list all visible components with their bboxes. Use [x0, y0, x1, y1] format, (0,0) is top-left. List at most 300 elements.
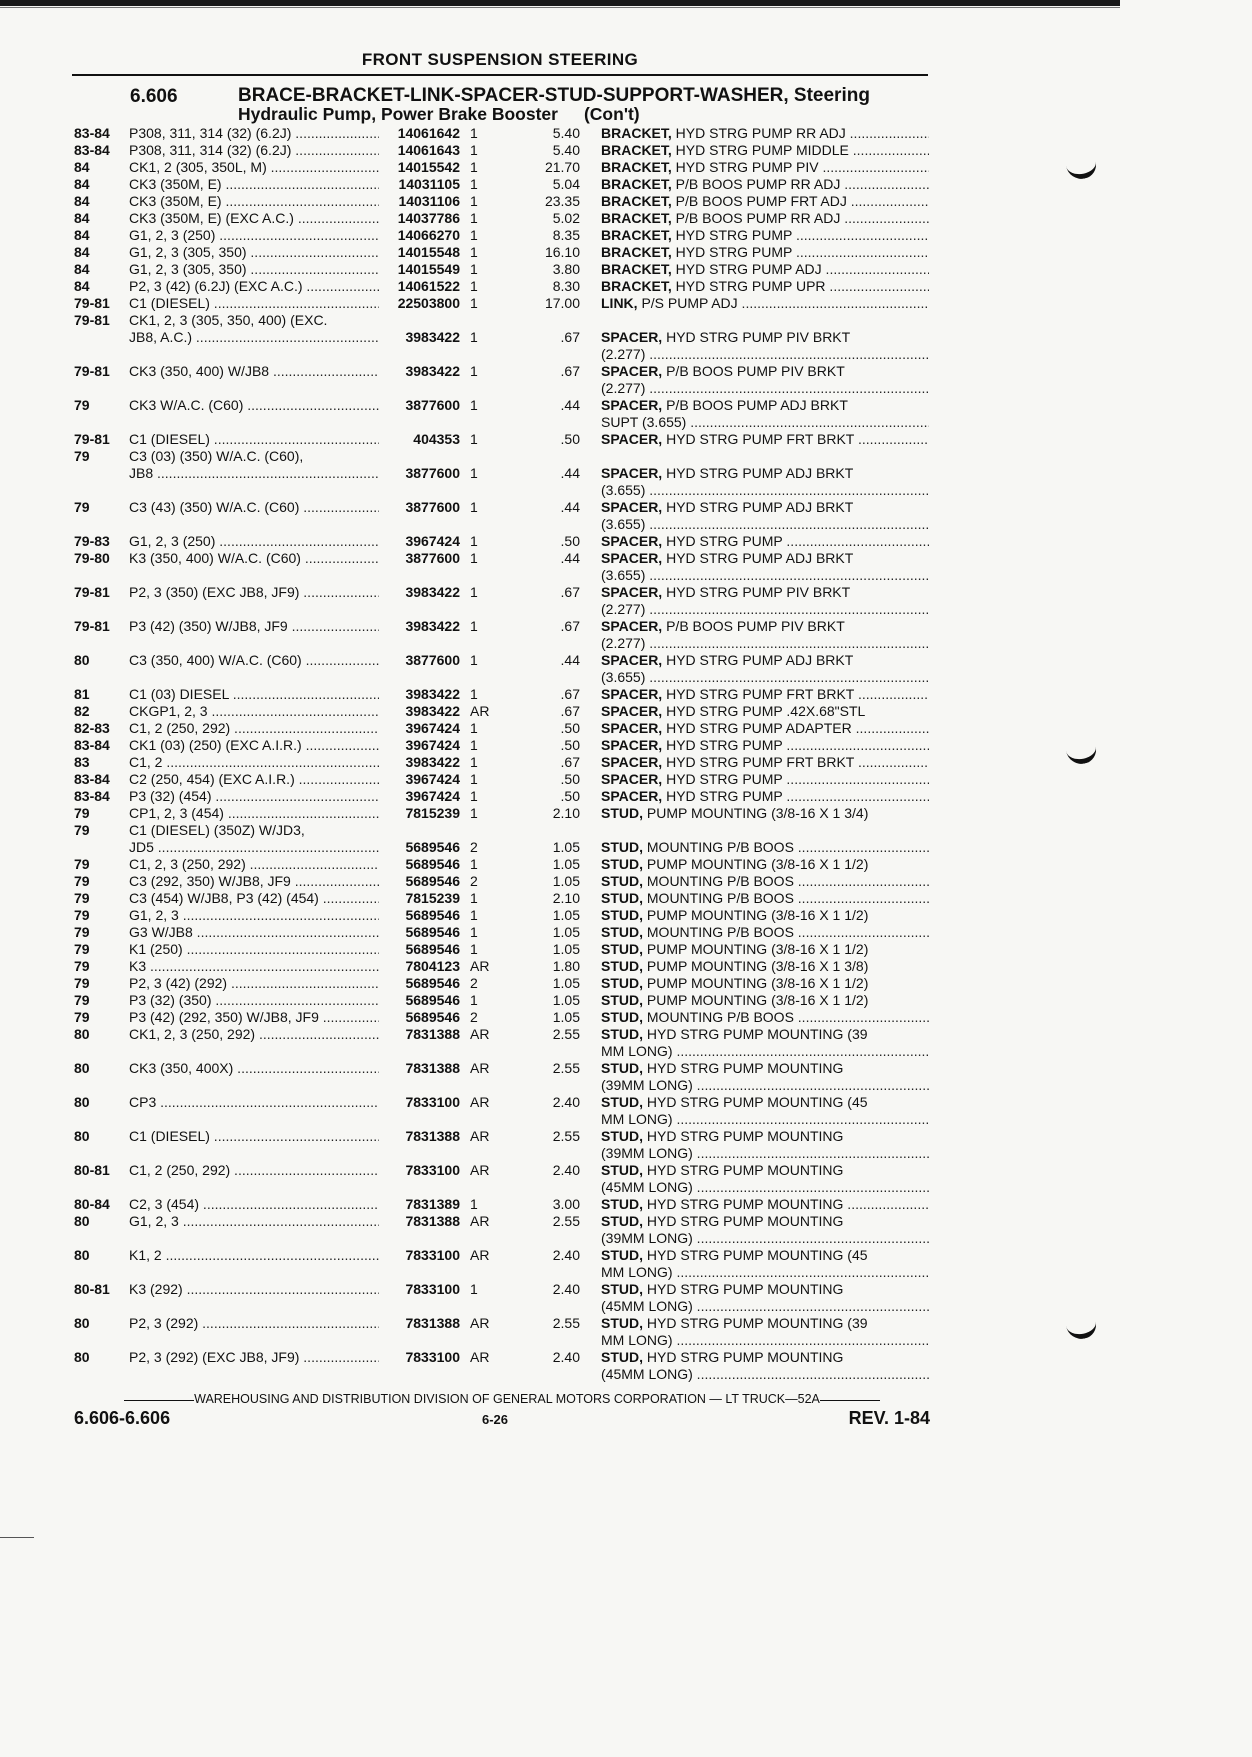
year-cell-text: 80: [74, 1247, 90, 1263]
description-cell: [601, 1332, 929, 1349]
quantity-cell: [470, 1315, 500, 1332]
year-cell: [74, 720, 128, 737]
year-cell: [74, 448, 128, 465]
quantity-cell: [470, 1162, 500, 1179]
quantity-cell: [470, 1247, 500, 1264]
description-keyword: STUD,: [601, 1162, 643, 1178]
description-keyword: SPACER,: [601, 720, 663, 736]
part-row: [74, 533, 930, 550]
price-cell: [514, 941, 580, 958]
price-cell: [514, 1196, 580, 1213]
description-cell: [601, 1094, 929, 1111]
part-row: [74, 278, 930, 295]
description-cell: [601, 601, 929, 618]
description-cell: [601, 1111, 929, 1128]
description-keyword: BRACKET,: [601, 244, 672, 260]
price-cell-text: 2.40: [552, 1162, 580, 1178]
year-cell-text: 83-84: [74, 771, 110, 787]
part-number-cell: [378, 499, 460, 516]
model-cell-text: CK1 (03) (250) (EXC A.I.R.): [129, 737, 302, 753]
part-number-cell-text: 7833100: [405, 1094, 460, 1110]
description-keyword: STUD,: [601, 1094, 643, 1110]
model-cell: [129, 1026, 379, 1043]
description-text: MOUNTING P/B BOOS: [646, 839, 794, 855]
description-cell: [601, 635, 929, 652]
description-cell: [601, 771, 929, 788]
year-cell: [74, 1247, 128, 1264]
price-cell: [514, 465, 580, 482]
description-keyword: STUD,: [601, 1213, 643, 1229]
quantity-cell-text: 1: [470, 907, 478, 923]
model-cell: [129, 1094, 379, 1111]
description-cell: [601, 686, 929, 703]
description-cell: [601, 380, 929, 397]
price-cell: [514, 1094, 580, 1111]
price-cell-text: 1.05: [552, 856, 580, 872]
quantity-cell-text: 1: [470, 652, 478, 668]
model-cell: [129, 788, 379, 805]
description-cell: [601, 1077, 929, 1094]
description-text: (2.277): [601, 635, 646, 651]
quantity-cell: [470, 1213, 500, 1230]
part-number-cell: [378, 1213, 460, 1230]
year-cell: [74, 159, 128, 176]
year-cell: [74, 210, 128, 227]
quantity-cell-text: 1: [470, 329, 478, 345]
quantity-cell-text: 1: [470, 193, 478, 209]
description-keyword: STUD,: [601, 1128, 643, 1144]
year-cell-text: 81: [74, 686, 90, 702]
model-cell: [129, 1349, 379, 1366]
description-text: HYD STRG PUMP ADJ BRKT: [666, 499, 854, 515]
description-keyword: STUD,: [601, 992, 643, 1008]
year-cell: [74, 1060, 128, 1077]
description-text: HYD STRG PUMP: [666, 737, 783, 753]
description-cell: [601, 516, 929, 533]
description-text: P/B BOOS PUMP RR ADJ: [675, 176, 841, 192]
price-cell-text: .67: [560, 584, 580, 600]
model-cell-text: K1, 2: [129, 1247, 162, 1263]
price-cell-text: 2.55: [552, 1128, 580, 1144]
price-cell: [514, 754, 580, 771]
description-keyword: STUD,: [601, 856, 643, 872]
description-text: HYD STRG PUMP FRT BRKT: [666, 431, 855, 447]
price-cell-text: .67: [560, 754, 580, 770]
quantity-cell-text: 1: [470, 499, 478, 515]
description-text: HYD STRG PUMP PIV BRKT: [666, 584, 851, 600]
quantity-cell-text: AR: [470, 1094, 490, 1110]
description-cell: [601, 363, 929, 380]
part-number-cell: [378, 788, 460, 805]
part-row: [74, 397, 930, 414]
year-cell: [74, 244, 128, 261]
year-cell: [74, 924, 128, 941]
price-cell: [514, 227, 580, 244]
price-cell: [514, 329, 580, 346]
year-cell-text: 80: [74, 1094, 90, 1110]
price-cell-text: .50: [560, 771, 580, 787]
description-keyword: STUD,: [601, 1315, 643, 1331]
description-text: PUMP MOUNTING (3/8-16 X 1 1/2): [646, 975, 869, 991]
year-cell-text: 79: [74, 890, 90, 906]
model-cell-text: P308, 311, 314 (32) (6.2J): [129, 125, 292, 141]
description-text: (2.277): [601, 346, 646, 362]
year-cell-text: 79-83: [74, 533, 110, 549]
price-cell-text: 1.05: [552, 924, 580, 940]
part-number-cell-text: 3983422: [405, 686, 460, 702]
part-number-cell: [378, 329, 460, 346]
description-text: (3.655): [601, 669, 646, 685]
description-cell: [601, 924, 929, 941]
model-cell: [129, 1196, 379, 1213]
part-row: [74, 992, 930, 1009]
description-cell: [601, 176, 929, 193]
price-cell-text: 5.40: [552, 125, 580, 141]
description-cell: [601, 397, 929, 414]
part-number-cell-text: 7833100: [405, 1349, 460, 1365]
part-row: [74, 1060, 930, 1077]
part-row: [74, 1043, 930, 1060]
part-number-cell: [378, 941, 460, 958]
description-keyword: STUD,: [601, 873, 643, 889]
price-cell-text: .44: [560, 652, 580, 668]
quantity-cell: [470, 227, 500, 244]
price-cell-text: 1.05: [552, 873, 580, 889]
description-cell: [601, 1009, 929, 1026]
section-number: 6.606: [130, 86, 178, 107]
model-cell-text: C1 (DIESEL): [129, 1128, 210, 1144]
description-text: HYD STRG PUMP MOUNTING: [646, 1162, 844, 1178]
part-number-cell: [378, 856, 460, 873]
part-row: [74, 550, 930, 567]
model-cell-text: C1 (DIESEL) (350Z) W/JD3,: [129, 822, 305, 838]
quantity-cell: [470, 244, 500, 261]
part-number-cell: [378, 193, 460, 210]
part-number-cell-text: 3967424: [405, 720, 460, 736]
price-cell: [514, 618, 580, 635]
price-cell: [514, 958, 580, 975]
year-cell-text: 79: [74, 1009, 90, 1025]
part-number-cell: [378, 1026, 460, 1043]
description-text: MM LONG): [601, 1043, 673, 1059]
description-keyword: BRACKET,: [601, 210, 672, 226]
description-text: MOUNTING P/B BOOS: [646, 890, 794, 906]
model-cell: [129, 1162, 379, 1179]
description-text: (3.655): [601, 516, 646, 532]
description-cell: [601, 499, 929, 516]
description-text: HYD STRG PUMP MOUNTING (45: [646, 1247, 868, 1263]
section-title: [238, 86, 928, 124]
part-number-cell-text: 7815239: [405, 890, 460, 906]
year-cell-text: 79-81: [74, 295, 110, 311]
year-cell: [74, 652, 128, 669]
part-number-cell-text: 3983422: [405, 329, 460, 345]
description-keyword: SPACER,: [601, 363, 663, 379]
model-cell: [129, 1315, 379, 1332]
part-number-cell-text: 14066270: [397, 227, 460, 243]
quantity-cell: [470, 550, 500, 567]
part-number-cell: [378, 1247, 460, 1264]
year-cell: [74, 771, 128, 788]
part-row: [74, 295, 930, 312]
part-row: [74, 856, 930, 873]
year-cell-text: 80: [74, 652, 90, 668]
description-keyword: STUD,: [601, 924, 643, 940]
part-number-cell: [378, 397, 460, 414]
price-cell: [514, 550, 580, 567]
part-number-cell: [378, 1128, 460, 1145]
part-number-cell: [378, 686, 460, 703]
footer-rule-right: [820, 1400, 880, 1401]
quantity-cell: [470, 1009, 500, 1026]
description-cell: [601, 992, 929, 1009]
quantity-cell: [470, 788, 500, 805]
footer-division-line: [76, 1392, 928, 1408]
part-number-cell-text: 3877600: [405, 652, 460, 668]
price-cell-text: .44: [560, 465, 580, 481]
model-cell: [129, 159, 379, 176]
part-number-cell: [378, 363, 460, 380]
description-cell: [601, 1162, 929, 1179]
year-cell-text: 79: [74, 397, 90, 413]
model-cell-text: JD5: [129, 839, 154, 855]
description-text: HYD STRG PUMP: [675, 227, 793, 243]
part-row: [74, 771, 930, 788]
part-row: [74, 788, 930, 805]
description-keyword: STUD,: [601, 1026, 643, 1042]
price-cell: [514, 1162, 580, 1179]
part-number-cell-text: 5689546: [405, 941, 460, 957]
quantity-cell-text: 2: [470, 975, 478, 991]
year-cell: [74, 1009, 128, 1026]
part-row: [74, 329, 930, 346]
part-row: [74, 1162, 930, 1179]
price-cell: [514, 1281, 580, 1298]
quantity-cell: [470, 907, 500, 924]
year-cell: [74, 227, 128, 244]
part-row: [74, 125, 930, 142]
quantity-cell: [470, 431, 500, 448]
part-row: [74, 754, 930, 771]
model-cell-text: K3 (292): [129, 1281, 183, 1297]
model-cell-text: P3 (32) (350): [129, 992, 212, 1008]
top-border-thin: [0, 7, 1120, 8]
price-cell-text: .67: [560, 329, 580, 345]
model-cell-text: G1, 2, 3 (250): [129, 227, 216, 243]
part-row: [74, 210, 930, 227]
quantity-cell-text: AR: [470, 1128, 490, 1144]
description-text: P/B BOOS PUMP FRT ADJ: [675, 193, 847, 209]
model-cell: [129, 210, 379, 227]
description-text: HYD STRG PUMP: [666, 771, 783, 787]
model-cell-text: JB8, A.C.): [129, 329, 193, 345]
price-cell: [514, 737, 580, 754]
year-cell: [74, 907, 128, 924]
year-cell-text: 84: [74, 244, 90, 260]
quantity-cell: [470, 142, 500, 159]
model-cell-text: JB8: [129, 465, 154, 481]
part-row: [74, 1179, 930, 1196]
price-cell-text: .50: [560, 788, 580, 804]
part-row: [74, 1094, 930, 1111]
part-row: [74, 431, 930, 448]
quantity-cell-text: 1: [470, 533, 478, 549]
part-row: [74, 720, 930, 737]
price-cell-text: .44: [560, 550, 580, 566]
part-number-cell-text: 14015542: [397, 159, 460, 175]
price-cell-text: 23.35: [544, 193, 580, 209]
year-cell-text: 80: [74, 1060, 90, 1076]
part-number-cell: [378, 1315, 460, 1332]
description-keyword: BRACKET,: [601, 278, 672, 294]
price-cell-text: 5.40: [552, 142, 580, 158]
part-number-cell-text: 5689546: [405, 907, 460, 923]
description-text: PUMP MOUNTING (3/8-16 X 1 1/2): [646, 907, 869, 923]
part-number-cell: [378, 975, 460, 992]
year-cell-text: 79-81: [74, 431, 110, 447]
price-cell-text: 2.55: [552, 1060, 580, 1076]
price-cell: [514, 856, 580, 873]
quantity-cell-text: 1: [470, 618, 478, 634]
year-cell-text: 84: [74, 176, 90, 192]
quantity-cell-text: 1: [470, 550, 478, 566]
year-cell-text: 83-84: [74, 142, 110, 158]
part-number-cell: [378, 1060, 460, 1077]
quantity-cell: [470, 754, 500, 771]
quantity-cell: [470, 1128, 500, 1145]
quantity-cell: [470, 295, 500, 312]
part-row: [74, 618, 930, 635]
quantity-cell-text: 2: [470, 873, 478, 889]
model-cell: [129, 584, 379, 601]
price-cell-text: .67: [560, 703, 580, 719]
footer-section-range: 6.606-6.606: [74, 1408, 171, 1428]
part-row: [74, 601, 930, 618]
year-cell-text: 83-84: [74, 125, 110, 141]
part-number-cell: [378, 244, 460, 261]
description-cell: [601, 618, 929, 635]
year-cell-text: 80-84: [74, 1196, 110, 1212]
description-cell: [601, 1145, 929, 1162]
description-text: (45MM LONG): [601, 1366, 693, 1382]
description-cell: [601, 244, 929, 261]
part-number-cell: [378, 176, 460, 193]
year-cell-text: 79: [74, 941, 90, 957]
price-cell: [514, 1009, 580, 1026]
description-keyword: BRACKET,: [601, 227, 672, 243]
year-cell: [74, 788, 128, 805]
model-cell-text: G3 W/JB8: [129, 924, 193, 940]
year-cell-text: 79-81: [74, 312, 110, 328]
quantity-cell-text: 1: [470, 1281, 478, 1297]
year-cell: [74, 261, 128, 278]
quantity-cell: [470, 1026, 500, 1043]
part-row: [74, 1349, 930, 1366]
quantity-cell: [470, 890, 500, 907]
description-cell: [601, 550, 929, 567]
model-cell-text: C1, 2, 3 (250, 292): [129, 856, 246, 872]
year-cell-text: 83-84: [74, 737, 110, 753]
description-text: HYD STRG PUMP MOUNTING: [646, 1349, 844, 1365]
part-number-cell-text: 22503800: [397, 295, 460, 311]
description-keyword: SPACER,: [601, 652, 663, 668]
year-cell: [74, 1128, 128, 1145]
part-number-cell: [378, 771, 460, 788]
year-cell: [74, 822, 128, 839]
description-keyword: SPACER,: [601, 329, 663, 345]
part-number-cell: [378, 618, 460, 635]
description-keyword: STUD,: [601, 941, 643, 957]
part-number-cell-text: 7831388: [405, 1128, 460, 1144]
description-cell: [601, 414, 929, 431]
part-row: [74, 975, 930, 992]
part-row: [74, 567, 930, 584]
price-cell: [514, 992, 580, 1009]
price-cell: [514, 975, 580, 992]
price-cell-text: 2.10: [552, 805, 580, 821]
year-cell-text: 79: [74, 448, 90, 464]
part-row: [74, 363, 930, 380]
year-cell: [74, 873, 128, 890]
price-cell-text: 21.70: [544, 159, 580, 175]
part-number-cell: [378, 839, 460, 856]
description-text: HYD STRG PUMP ADJ: [675, 261, 822, 277]
quantity-cell: [470, 720, 500, 737]
year-cell-text: 80: [74, 1213, 90, 1229]
model-cell-text: CKGP1, 2, 3: [129, 703, 208, 719]
part-number-cell-text: 404353: [413, 431, 460, 447]
quantity-cell: [470, 1196, 500, 1213]
model-cell: [129, 278, 379, 295]
quantity-cell: [470, 329, 500, 346]
part-number-cell-text: 3983422: [405, 618, 460, 634]
year-cell-text: 79: [74, 822, 90, 838]
quantity-cell: [470, 873, 500, 890]
year-cell: [74, 125, 128, 142]
quantity-cell-text: 1: [470, 295, 478, 311]
quantity-cell-text: 1: [470, 397, 478, 413]
price-cell: [514, 924, 580, 941]
description-keyword: SPACER,: [601, 618, 663, 634]
model-cell: [129, 1128, 379, 1145]
description-cell: [601, 1366, 929, 1383]
description-cell: [601, 1026, 929, 1043]
price-cell: [514, 193, 580, 210]
model-cell-text: C3 (03) (350) W/A.C. (C60),: [129, 448, 304, 464]
description-text: HYD STRG PUMP MOUNTING (45: [646, 1094, 868, 1110]
description-keyword: BRACKET,: [601, 125, 672, 141]
description-cell: [601, 1043, 929, 1060]
part-number-cell: [378, 1162, 460, 1179]
part-number-cell: [378, 1009, 460, 1026]
year-cell-text: 79: [74, 924, 90, 940]
model-cell: [129, 737, 379, 754]
price-cell: [514, 1128, 580, 1145]
part-row: [74, 924, 930, 941]
part-row: [74, 193, 930, 210]
price-cell: [514, 159, 580, 176]
part-number-cell-text: 14015548: [397, 244, 460, 260]
model-cell: [129, 448, 379, 465]
price-cell-text: .67: [560, 363, 580, 379]
part-number-cell: [378, 737, 460, 754]
model-cell: [129, 1213, 379, 1230]
part-number-cell-text: 3983422: [405, 754, 460, 770]
description-text: HYD STRG PUMP .42X.68"STL: [666, 703, 866, 719]
quantity-cell-text: 2: [470, 839, 478, 855]
quantity-cell-text: 1: [470, 1196, 478, 1212]
year-cell: [74, 754, 128, 771]
